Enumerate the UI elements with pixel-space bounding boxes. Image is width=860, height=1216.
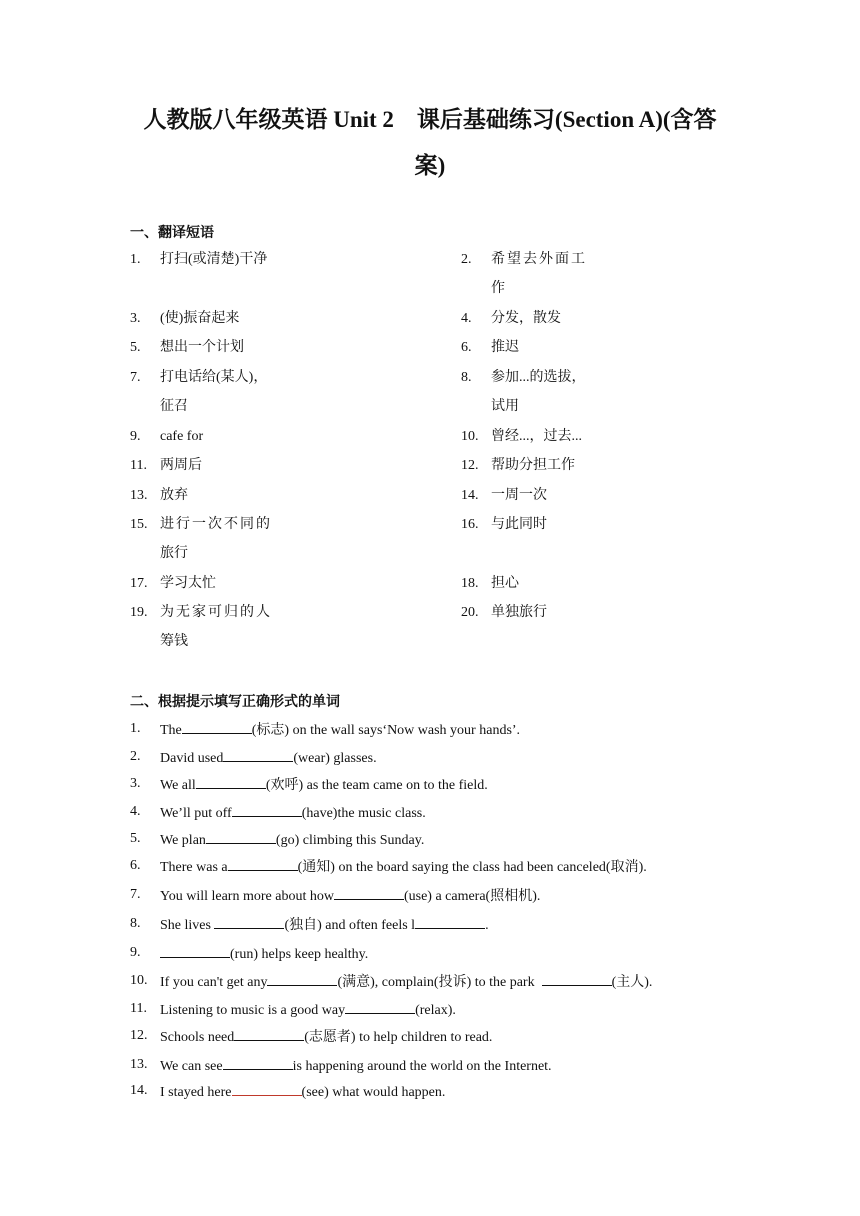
title-line-2: 案): [414, 153, 446, 178]
item-number: 20.: [461, 605, 479, 620]
item-text-cont: 作: [491, 281, 505, 296]
answer-blank: [160, 943, 230, 958]
item-text: 推迟: [491, 340, 519, 355]
text-after: (主人).: [611, 975, 653, 990]
answer-blank: [542, 971, 612, 986]
item-text: 与此同时: [491, 517, 547, 532]
text-before: We all: [160, 778, 196, 793]
text-after: (relax).: [415, 1003, 456, 1018]
item-number: 12.: [130, 1028, 148, 1043]
item-number: 15.: [130, 517, 148, 532]
text-before: If you can't get any: [160, 975, 268, 990]
answer-blank: [223, 1055, 293, 1070]
item-number: 1.: [130, 721, 141, 736]
text-after: (wear) glasses.: [293, 751, 377, 766]
item-text: 放弃: [160, 488, 188, 503]
item-number: 13.: [130, 488, 148, 503]
text-after: (go) climbing this Sunday.: [275, 833, 425, 848]
item-text: 参加...的选拔，: [491, 370, 586, 385]
text-after: (see) what would happen.: [301, 1085, 446, 1100]
text-before: Listening to music is a good way: [160, 1003, 346, 1018]
text-after: is happening around the world on the Internet.: [292, 1059, 552, 1074]
item-number: 9.: [130, 429, 141, 444]
text-after: (have)the music class.: [301, 806, 426, 821]
item-number: 12.: [461, 458, 479, 473]
text-after: .: [485, 918, 489, 933]
item-text: 学习太忙: [160, 576, 216, 591]
text-after: (use) a camera(照相机).: [403, 889, 541, 904]
item-number: 1.: [130, 252, 141, 267]
answer-blank: [234, 1026, 304, 1041]
answer-blank: [228, 856, 298, 871]
item-number: 6.: [130, 858, 141, 873]
item-text: (使)振奋起来: [160, 311, 240, 326]
item-text-cont: 试用: [491, 399, 519, 414]
title-line-1: 人教版八年级英语 Unit 2 课后基础练习(Section A)(含答: [143, 107, 717, 132]
item-number: 18.: [461, 576, 479, 591]
item-number: 7.: [130, 370, 141, 385]
item-text: 想出一个计划: [160, 340, 244, 355]
item-text: 打电话给(某人)，: [160, 370, 268, 385]
answer-blank: [345, 999, 415, 1014]
text-mid: (独自) and often feels l: [284, 918, 416, 933]
item-text-cont: 筹钱: [160, 634, 188, 649]
answer-blank: [206, 829, 276, 844]
answer-blank: [334, 885, 404, 900]
item-number: 16.: [461, 517, 479, 532]
item-number: 2.: [461, 252, 472, 267]
item-number: 8.: [461, 370, 472, 385]
item-number: 10.: [461, 429, 479, 444]
section-2-heading: 二、根据提示填写正确形式的单词: [130, 694, 340, 710]
item-number: 4.: [130, 804, 141, 819]
item-number: 19.: [130, 605, 148, 620]
item-number: 2.: [130, 749, 141, 764]
item-text: 单独旅行: [491, 605, 547, 620]
text-after: (run) helps keep healthy.: [230, 947, 369, 962]
item-number: 3.: [130, 311, 141, 326]
text-before: We can see: [160, 1059, 223, 1074]
item-number: 6.: [461, 340, 472, 355]
answer-blank: [223, 747, 293, 762]
item-text: 打扫(或清楚)干净: [160, 252, 268, 267]
text-before: I stayed here: [160, 1085, 232, 1100]
item-text: 一周一次: [491, 488, 547, 503]
item-number: 3.: [130, 776, 141, 791]
item-text: 担心: [491, 576, 519, 591]
text-before: The: [160, 723, 182, 738]
item-number: 7.: [130, 887, 141, 902]
text-before: Schools need: [160, 1030, 235, 1045]
item-number: 17.: [130, 576, 148, 591]
text-after: (标志) on the wall says‘Now wash your hands’.: [251, 723, 521, 738]
item-number: 5.: [130, 340, 141, 355]
text-mid: (满意), complain(投诉) to the park: [337, 975, 542, 990]
text-after: (欢呼) as the team came on to the field.: [265, 778, 488, 793]
item-number: 11.: [130, 1001, 147, 1016]
item-text: 帮助分担工作: [491, 458, 575, 473]
item-number: 4.: [461, 311, 472, 326]
item-number: 14.: [130, 1083, 148, 1098]
item-number: 11.: [130, 458, 147, 473]
answer-blank: [214, 914, 284, 929]
text-after: (通知) on the board saying the class had been canceled(取消).: [297, 860, 647, 875]
item-number: 8.: [130, 916, 141, 931]
item-number: 10.: [130, 973, 148, 988]
answer-blank: [182, 719, 252, 734]
text-before: We plan: [160, 833, 206, 848]
answer-blank: [267, 971, 337, 986]
item-number: 9.: [130, 945, 141, 960]
item-text: 希望去外面工: [491, 252, 587, 267]
item-number: 13.: [130, 1057, 148, 1072]
item-number: 5.: [130, 831, 141, 846]
item-text: 分发，散发: [491, 311, 561, 326]
item-text: 为无家可归的人: [160, 605, 272, 620]
answer-blank: [232, 802, 302, 817]
item-text-cont: 旅行: [160, 546, 188, 561]
text-before: She lives: [160, 918, 215, 933]
section-1-heading: 一、翻译短语: [130, 225, 214, 241]
answer-blank: [232, 1081, 302, 1096]
page-title: [100, 97, 760, 189]
text-after: (志愿者) to help children to read.: [304, 1030, 493, 1045]
text-before: We’ll put off: [160, 806, 232, 821]
item-text: cafe for: [160, 429, 204, 444]
text-before: You will learn more about how: [160, 889, 334, 904]
item-text-cont: 征召: [160, 399, 188, 414]
item-text: 进行一次不同的: [160, 517, 272, 532]
item-text: 曾经...，过去...: [491, 429, 582, 444]
item-text: 两周后: [160, 458, 202, 473]
item-number: 14.: [461, 488, 479, 503]
text-before: There was a: [160, 860, 228, 875]
text-before: David used: [160, 751, 224, 766]
answer-blank: [415, 914, 485, 929]
answer-blank: [196, 774, 266, 789]
